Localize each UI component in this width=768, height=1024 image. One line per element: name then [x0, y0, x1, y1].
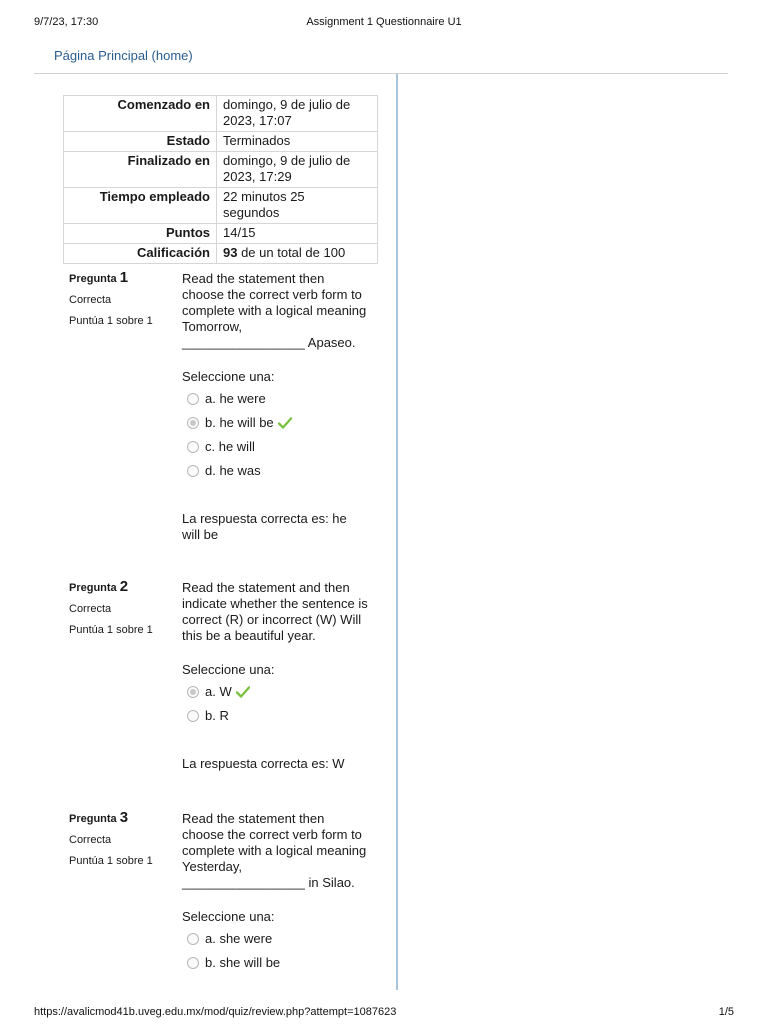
answer-prompt: Seleccione una: [182, 909, 275, 924]
question-body [182, 580, 378, 772]
summary-label: Estado [64, 132, 217, 152]
radio-button[interactable] [187, 686, 199, 698]
attempt-summary-table [63, 95, 378, 264]
question-state: Correcta [69, 834, 112, 846]
question-title: Pregunta [69, 582, 117, 594]
question-number: 1 [119, 269, 129, 286]
answer-option[interactable] [182, 704, 378, 728]
summary-value-text: de un total de 100 [237, 245, 346, 260]
radio-button[interactable] [187, 710, 199, 722]
question-heading [69, 811, 173, 826]
option-label: a. W [205, 684, 232, 699]
summary-label: Comenzado en [64, 96, 217, 132]
option-label: b. he will be [205, 415, 274, 430]
option-label: c. he will [205, 439, 255, 454]
summary-row [64, 132, 378, 152]
radio-button[interactable] [187, 933, 199, 945]
answer-option[interactable] [182, 411, 378, 435]
correct-answer-feedback: La respuesta correcta es: he will be [182, 511, 347, 542]
page-number: 1/5 [718, 1006, 734, 1018]
answer-prompt: Seleccione una: [182, 662, 275, 677]
question-body [182, 271, 378, 543]
summary-label: Puntos [64, 224, 217, 244]
question-title: Pregunta [69, 273, 117, 285]
radio-button[interactable] [187, 957, 199, 969]
answer-option[interactable] [182, 459, 378, 483]
question-text: Read the statement then choose the correct verb form to complete with a logical meaning Yesterday, _________________ in Silao. [182, 811, 367, 890]
print-header [34, 16, 734, 32]
option-label: b. she will be [205, 955, 281, 970]
summary-value [217, 244, 378, 264]
summary-row [64, 244, 378, 264]
question-title: Pregunta [69, 813, 117, 825]
content-divider [396, 74, 398, 990]
question-text: Read the statement and then indicate whether the sentence is correct (R) or incorrect (W) Will this be a beautiful year. [182, 580, 368, 643]
radio-button[interactable] [187, 393, 199, 405]
document-title: Assignment 1 Questionnaire U1 [306, 16, 462, 28]
summary-row [64, 152, 378, 188]
question-grade: Puntúa 1 sobre 1 [69, 855, 153, 867]
summary-value: Terminados [217, 132, 378, 152]
summary-value-bold: 93 [223, 245, 238, 260]
question-body [182, 811, 378, 975]
question-heading [69, 271, 173, 286]
option-label: b. R [205, 708, 229, 723]
question-info [69, 580, 173, 637]
checkmark-icon [278, 417, 292, 429]
answer-option[interactable] [182, 680, 378, 704]
answer-prompt: Seleccione una: [182, 369, 275, 384]
question-info [69, 811, 173, 868]
summary-value: 22 minutos 25 segundos [217, 188, 378, 224]
summary-value: domingo, 9 de julio de 2023, 17:07 [217, 96, 378, 132]
correct-answer-feedback: La respuesta correcta es: W [182, 756, 345, 771]
checkmark-icon [236, 686, 250, 698]
home-link[interactable]: Página Principal (home) [54, 48, 193, 63]
question-state: Correcta [69, 603, 112, 615]
answer-options [182, 680, 378, 728]
question-grade: Puntúa 1 sobre 1 [69, 624, 153, 636]
summary-value: 14/15 [217, 224, 378, 244]
top-divider [34, 73, 728, 74]
option-label: d. he was [205, 463, 261, 478]
option-label: a. he were [205, 391, 266, 406]
summary-label: Tiempo empleado [64, 188, 217, 224]
option-label: a. she were [205, 931, 273, 946]
answer-option[interactable] [182, 927, 378, 951]
question-text: Read the statement then choose the correct verb form to complete with a logical meaning Tomorrow, _________________ Apaseo. [182, 271, 367, 350]
radio-button[interactable] [187, 441, 199, 453]
question-grade: Puntúa 1 sobre 1 [69, 315, 153, 327]
radio-button[interactable] [187, 417, 199, 429]
answer-option[interactable] [182, 951, 378, 975]
question-heading [69, 580, 173, 595]
answer-options [182, 387, 378, 483]
question-number: 2 [119, 578, 129, 595]
summary-value: domingo, 9 de julio de 2023, 17:29 [217, 152, 378, 188]
answer-options [182, 927, 378, 975]
summary-row [64, 96, 378, 132]
answer-option[interactable] [182, 387, 378, 411]
summary-label: Calificación [64, 244, 217, 264]
page-url: https://avalicmod41b.uveg.edu.mx/mod/quiz/review.php?attempt=1087623 [34, 1006, 397, 1018]
question-state: Correcta [69, 294, 112, 306]
summary-row [64, 188, 378, 224]
question-info [69, 271, 173, 328]
summary-label: Finalizado en [64, 152, 217, 188]
summary-row [64, 224, 378, 244]
print-datetime: 9/7/23, 17:30 [34, 16, 99, 28]
answer-option[interactable] [182, 435, 378, 459]
question-number: 3 [119, 809, 129, 826]
radio-button[interactable] [187, 465, 199, 477]
